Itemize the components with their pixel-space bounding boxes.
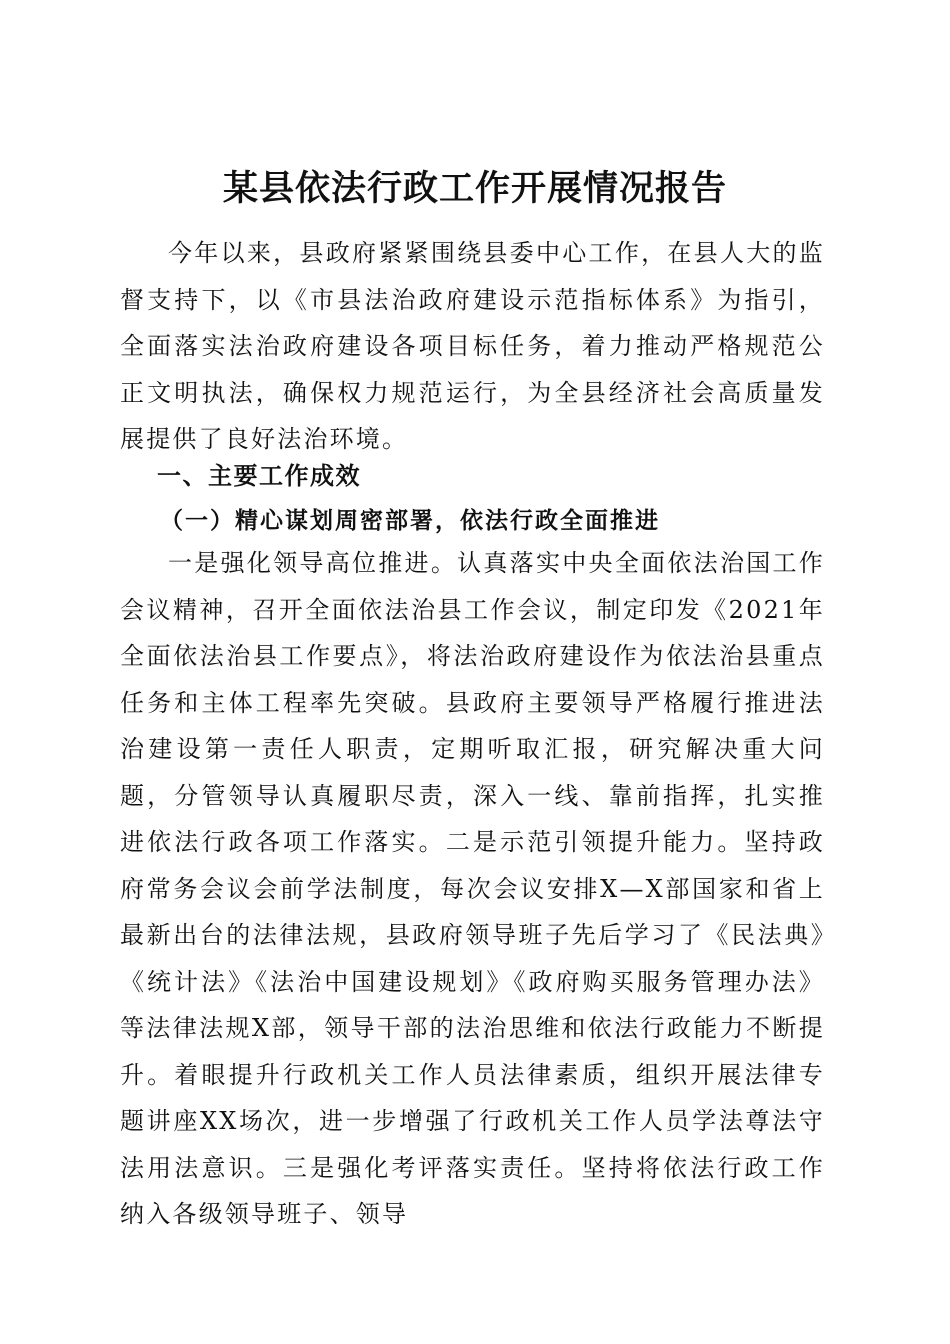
intro-paragraph: 今年以来，县政府紧紧围绕县委中心工作，在县人大的监督支持下，以《市县法治政府建设示范指标体系》为指引，全面落实法治政府建设各项目标任务，着力推动严格规范公正文明执法，确保权力规范运行，为全县经济社会高质量发展提供了良好法治环境。 [120,239,825,453]
body-paragraph: 一是强化领导高位推进。认真落实中央全面依法治国工作会议精神，召开全面依法治县工作会议，制定印发《2021年全面依法治县工作要点》，将法治政府建设作为依法治县重点任务和主体工程率先突破。县政府主要领导严格履行推进法治建设第一责任人职责，定期听取汇报，研究解决重大问题，分管领导认真履职尽责，深入一线、靠前指挥，扎实推进依法行政各项工作落实。二是示范引领提升能力。坚持政府常务会议会前学法制度，每次会议安排X—X部国家和省上最新出台的法律法规，县政府领导班子先后学习了《民法典》《统计法》《法治中国建设规划》《政府购买服务管理办法》等法律法规X部，领导干部的法治思维和依法行政能力不断提升。着眼提升行政机关工作人员法律素质，组织开展法律专题讲座XX场次，进一步增强了行政机关工作人员学法尊法守法用法意识。三是强化考评落实责任。坚持将依法行政工作纳入各级领导班子、领导 [120,549,825,1228]
section-heading: 一、主要工作成效 [157,462,361,490]
subsection-heading: （一）精心谋划周密部署，依法行政全面推进 [160,507,660,534]
document-title: 某县依法行政工作开展情况报告 [222,168,727,210]
